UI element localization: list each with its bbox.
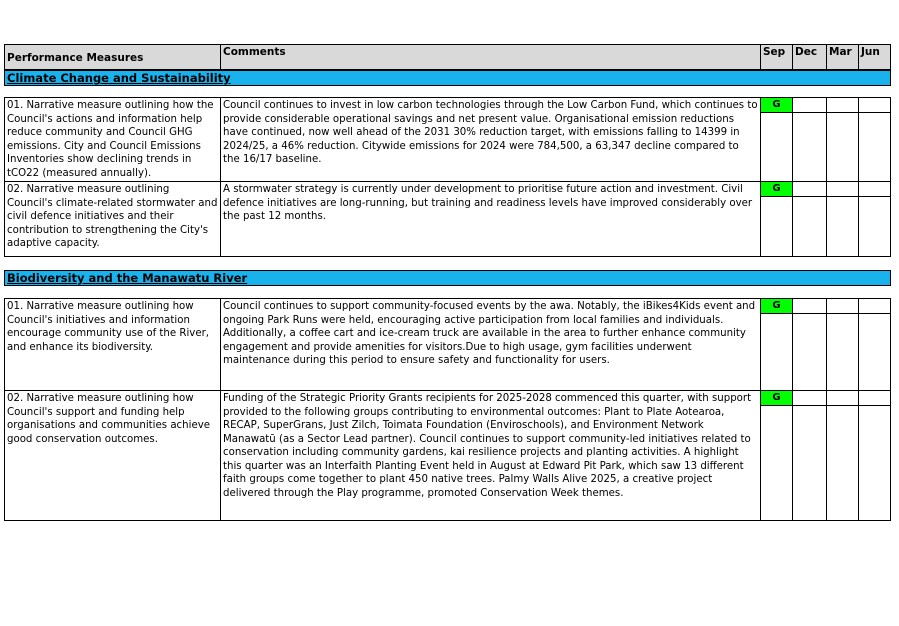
status-sep-cell	[761, 182, 793, 256]
status-dec-cell	[793, 98, 827, 181]
measure-cell	[5, 182, 221, 256]
measure-text: 01. Narrative measure outlining how Council's initiatives and information encourage community use of the River, and enhance its biodiversity.	[7, 301, 210, 353]
table-row	[4, 181, 891, 257]
comment-cell	[221, 391, 761, 520]
header-mar: Mar	[827, 45, 859, 69]
status-mar-cell	[827, 391, 859, 520]
header-dec: Dec	[793, 45, 827, 69]
header-comments: Comments	[221, 45, 761, 69]
status-badge: G	[761, 98, 792, 112]
measure-text: 01. Narrative measure outlining how the Council's actions and information help reduce community and Council GHG emissions. City and Council Emissions Inventories show declining trends in tCO22 (measured annually).	[7, 100, 214, 179]
comment-text: Funding of the Strategic Priority Grants recipients for 2025-2028 commenced this quarter, with support provided to the following groups contributing to environmental outcomes: Plant to Plate Aotearoa, RECAP, SuperGrans, Just Zilch, Toimata Foundation (Enviroschools), and Environment Network Manawatū (as a Sector Lead partner). Council continues to support community-led initiatives related to conservation including community gardens, kai resilience projects and planting activities. A highlight this quarter was an Interfaith Planting Event held in August at Edward Pit Park, which saw 13 different faith groups come together to plant 450 native trees. Palmy Walls Alive 2025, a creative project delivered through the Play programme, promoted Conservation Week themes.	[223, 393, 752, 499]
comment-cell	[221, 98, 761, 181]
status-sep-cell	[761, 98, 793, 181]
section-title: Climate Change and Sustainability	[7, 71, 231, 85]
status-mar-cell	[827, 98, 859, 181]
status-dec-cell	[793, 391, 827, 520]
table-row	[4, 97, 891, 182]
status-divider	[761, 196, 890, 197]
section-heading	[4, 270, 891, 286]
measure-text: 02. Narrative measure outlining how Council's support and funding help organisations and communities achieve good conservation outcomes.	[7, 393, 211, 445]
comment-cell	[221, 182, 761, 256]
table-row	[4, 298, 891, 391]
section-title: Biodiversity and the Manawatu River	[7, 271, 248, 285]
status-badge: G	[761, 299, 792, 313]
status-badge: G	[761, 182, 792, 196]
status-jun-cell	[859, 391, 890, 520]
comment-text: Council continues to invest in low carbon technologies through the Low Carbon Fund, which continues to provide considerable operational savings and net present value. Organisational emission reductions have continued, now well ahead of the 2031 30% reduction target, with emissions falling to 14399 in 2024/25, a 46% reduction. Citywide emissions for 2024 were 784,500, a 63,347 decline compared to the 16/17 baseline.	[223, 100, 758, 165]
header-sep: Sep	[761, 45, 793, 69]
status-badge: G	[761, 391, 792, 405]
measure-text: 02. Narrative measure outlining Council's climate-related stormwater and civil defence initiatives and their contribution to strengthening the City's adaptive capacity.	[7, 184, 218, 249]
comment-text: Council continues to support community-focused events by the awa. Notably, the iBikes4Kids event and ongoing Park Runs were held, encouraging active participation from local families and individuals. Additionally, a coffee cart and ice-cream truck are available in the area to further enhance community engagement and provide amenities for visitors.Due to high usage, gym facilities underwent maintenance during this period to ensure safety and functionality for users.	[223, 301, 756, 366]
comment-cell	[221, 299, 761, 390]
table-header	[4, 44, 891, 70]
status-divider	[761, 405, 890, 406]
section-heading	[4, 70, 891, 86]
header-performance-measures: Performance Measures	[5, 45, 221, 69]
status-divider	[761, 313, 890, 314]
status-jun-cell	[859, 98, 890, 181]
measure-cell	[5, 391, 221, 520]
header-jun: Jun	[861, 46, 880, 58]
status-dec-cell	[793, 182, 827, 256]
comment-text: A stormwater strategy is currently under development to prioritise future action and investment. Civil defence initiatives are long-running, but training and readiness levels have improved considerably over the past 12 months.	[223, 184, 753, 222]
measure-cell	[5, 98, 221, 181]
table-row	[4, 390, 891, 521]
measure-cell	[5, 299, 221, 390]
status-jun-cell	[859, 182, 890, 256]
status-mar-cell	[827, 182, 859, 256]
status-sep-cell	[761, 391, 793, 520]
status-divider	[761, 112, 890, 113]
